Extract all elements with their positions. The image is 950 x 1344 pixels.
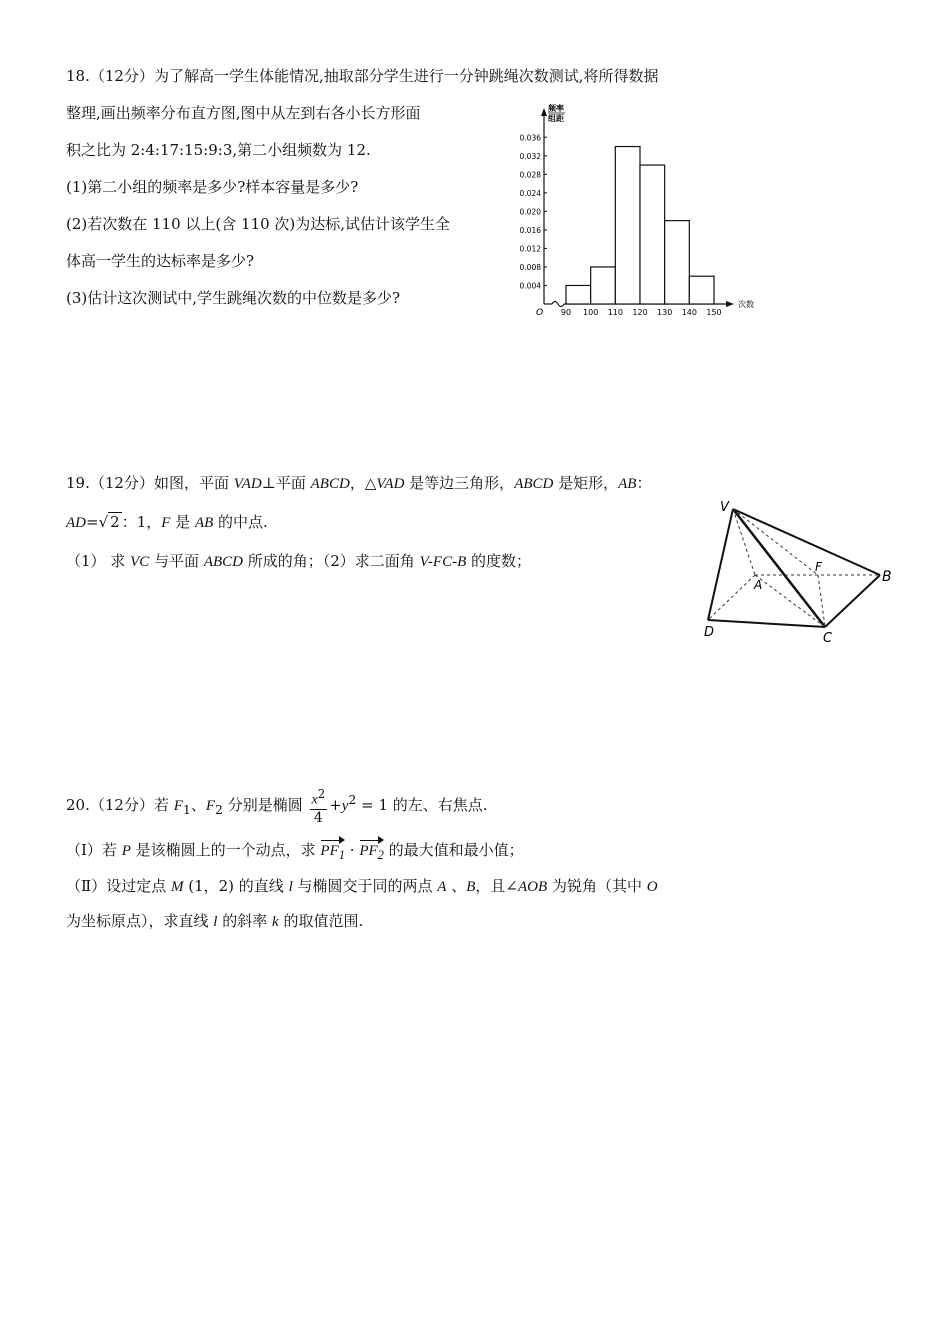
edge-AD <box>708 575 755 620</box>
y-tick-label: 0.016 <box>519 225 541 235</box>
q19-l2-d: ：1， <box>121 513 162 531</box>
x-tick-label: 110 <box>607 308 623 317</box>
q19-l1-a: 19.（12分）如图，平面 <box>66 474 234 492</box>
q20-line-4 <box>66 911 363 932</box>
edge-VA <box>733 509 755 575</box>
x-tick-label: 150 <box>706 308 722 317</box>
edge-CB <box>825 575 880 627</box>
q18-subquestion-2: (2)若次数在 110 以上(含 110 次)为达标,试估计该学生全 <box>66 215 451 233</box>
q19-line-2 <box>66 512 268 533</box>
q19-l1-c: ⊥平面 <box>261 474 311 492</box>
origin-label: O <box>536 308 544 318</box>
q19-line-1 <box>66 473 651 494</box>
frac-num-x: x <box>311 792 318 808</box>
q20-l2-dot: · <box>345 841 360 859</box>
q19-l2-h: 的中点. <box>213 513 268 531</box>
y-tick-label: 0.036 <box>519 133 541 143</box>
q19-line-3 <box>66 551 531 572</box>
histogram-bar <box>689 276 714 304</box>
q20-l1-a: 20.（12分）若 <box>66 796 174 814</box>
q19-l3-b: VC <box>130 554 150 570</box>
sqrt-symbol: √ 2 <box>98 513 120 531</box>
q20-l1-c: 、 <box>190 796 206 814</box>
q20-l2-d: 的最大值和最小值； <box>383 841 524 859</box>
frac-den: 4 <box>313 809 323 826</box>
q18-line-2: 整理,画出频率分布直方图,图中从左到右各小长方形面 <box>66 104 421 122</box>
x-tick-label: 100 <box>583 308 599 317</box>
x-axis-label: 次数 <box>738 300 754 309</box>
y-axis-label-bottom: 组距 <box>548 114 564 123</box>
q20-l4-e: 的取值范围. <box>278 912 364 930</box>
q19-l2-a: AD <box>66 515 86 531</box>
x-tick-label: 140 <box>681 308 697 317</box>
q20-l1-b-sub: 1 <box>182 802 191 817</box>
histogram-bar <box>640 165 665 304</box>
q19-l1-b: VAD <box>233 476 262 492</box>
histogram-bar <box>591 267 616 304</box>
q20-l1-f: + <box>329 796 342 814</box>
x-axis-arrow <box>726 301 734 307</box>
q20-l3-e: 与椭圆交于同的两点 <box>292 877 438 895</box>
label-D: D <box>704 625 715 640</box>
q20-l1-b: F <box>173 798 183 814</box>
histogram-bar <box>566 285 591 304</box>
q20-l3-l: O <box>646 879 658 895</box>
y-axis-label-top: 频率 <box>548 104 564 113</box>
y-tick-label: 0.028 <box>519 170 541 180</box>
label-F: F <box>815 560 822 574</box>
q19-l1-g: 是等边三角形， <box>404 474 515 492</box>
edge-VC <box>733 509 825 627</box>
q19-l2-c: 2 <box>110 513 120 531</box>
q19-l2-g: AB <box>194 515 214 531</box>
q20-l3-h: B <box>466 879 476 895</box>
y-tick-label: 0.024 <box>519 188 541 198</box>
q20-l4-a: 为坐标原点），求直线 <box>66 912 214 930</box>
y-axis-arrow <box>541 108 547 116</box>
x-axis-break <box>552 302 564 307</box>
y-tick-label: 0.020 <box>519 207 541 217</box>
label-B: B <box>882 569 892 585</box>
q18-line-6: 体高一学生的达标率是多少? <box>66 252 255 270</box>
q20-l3-d: l <box>288 879 293 895</box>
q20-l1-d: F <box>205 798 216 814</box>
q19-l2-e: F <box>161 515 171 531</box>
q20-line-2 <box>66 840 524 865</box>
q19-l2-f: 是 <box>170 513 195 531</box>
q18-line-1: 18.（12分）为了解高一学生体能情况,抽取部分学生进行一分钟跳绳次数测试,将所得数据 <box>66 67 659 85</box>
q19-l1-f: VAD <box>376 476 405 492</box>
q20-l3-i: ，且∠ <box>475 877 518 895</box>
q19-l3-a: （1） 求 <box>66 552 131 570</box>
y-tick-label: 0.004 <box>519 281 541 291</box>
label-A: A <box>754 578 763 592</box>
q20-line-3 <box>66 876 658 897</box>
q20-l1-h: = 1 的左、右焦点. <box>356 796 488 814</box>
q20-l1-g-sup: 2 <box>348 792 357 807</box>
vector-pf2: $PF_2$ <box>359 841 384 865</box>
y-tick-label: 0.012 <box>519 244 541 254</box>
q20-l4-b: l <box>213 914 218 930</box>
q18-subquestion-3: (3)估计这次测试中,学生跳绳次数的中位数是多少? <box>66 289 401 307</box>
x-tick-label: 90 <box>560 308 572 317</box>
q20-l2-c: 是该椭圆上的一个动点，求 <box>130 841 321 859</box>
ellipse-fraction <box>310 786 328 826</box>
q20-l4-c: 的斜率 <box>217 912 272 930</box>
edge-DC <box>708 620 825 627</box>
y-tick-label: 0.032 <box>519 151 541 161</box>
q20-l1-d-sub: 2 <box>215 802 223 817</box>
q20-line-1 <box>66 785 488 826</box>
q18-line-3: 积之比为 2:4:17:15:9:3,第二小组频数为 12. <box>66 141 371 159</box>
q20-l3-c: (1，2) 的直线 <box>183 877 289 895</box>
label-V: V <box>720 500 729 515</box>
q20-l3-j: AOB <box>518 879 548 895</box>
pyramid-figure <box>700 497 900 647</box>
q20-l1-e: 分别是椭圆 <box>222 796 308 814</box>
frac-num-sup: 2 <box>317 787 326 802</box>
q19-l3-e: 所成的角；（2）求二面角 <box>242 552 420 570</box>
q19-l3-f: V-FC-B <box>419 554 467 570</box>
vector-pf1: $PF_1$ <box>320 841 345 865</box>
frequency-histogram <box>510 100 770 320</box>
q19-l3-g: 的度数； <box>466 552 532 570</box>
q20-l3-k: 为锐角（其中 <box>547 877 647 895</box>
q19-l3-d: ABCD <box>203 554 243 570</box>
q18-subquestion-1: (1)第二小组的频率是多少?样本容量是多少? <box>66 178 359 196</box>
edge-VB <box>733 509 880 575</box>
q20-l3-g: 、 <box>446 877 467 895</box>
edge-VD <box>708 509 733 620</box>
x-tick-label: 130 <box>657 308 673 317</box>
histogram-bar <box>665 221 690 304</box>
q19-l1-e: ，△ <box>349 474 377 492</box>
q20-l4-d: k <box>272 914 279 930</box>
q19-l1-d: ABCD <box>310 476 350 492</box>
y-tick-label: 0.008 <box>519 262 541 272</box>
q19-l2-b: = <box>86 513 99 531</box>
q19-l1-h: ABCD <box>514 476 554 492</box>
q20-l3-a: （Ⅱ）设过定点 <box>66 877 171 895</box>
q19-l1-i: 是矩形， <box>553 474 619 492</box>
q19-l1-j: AB <box>618 476 637 492</box>
label-C: C <box>823 631 833 646</box>
q20-l2-b: P <box>121 843 131 859</box>
q20-l1-g: y <box>341 798 349 814</box>
histogram-bar <box>615 147 640 304</box>
q19-l1-k: ： <box>636 474 652 492</box>
x-tick-label: 120 <box>632 308 648 317</box>
q19-l3-c: 与平面 <box>149 552 204 570</box>
q20-l2-a: （Ⅰ）若 <box>66 841 122 859</box>
q20-l3-f: A <box>437 879 447 895</box>
q20-l3-b: M <box>170 879 184 895</box>
